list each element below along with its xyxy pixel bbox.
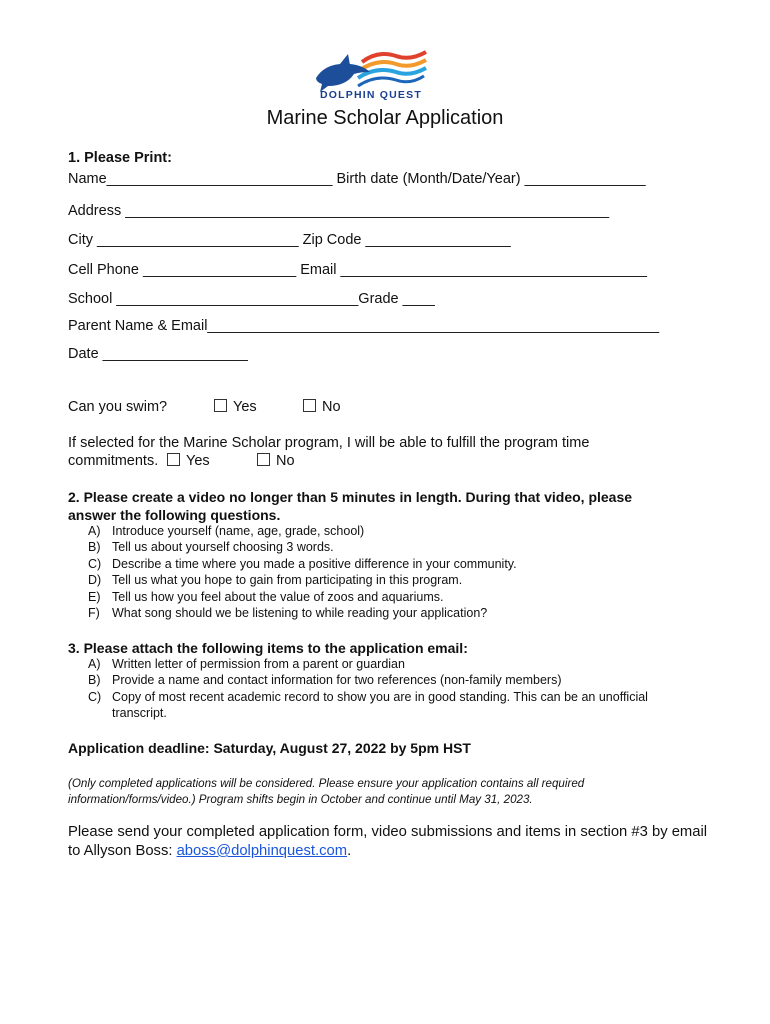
submission-instructions: Please send your completed application form, video submissions and items in section #3 by email to Allyson Boss: aboss@dolphinquest.com. [68, 824, 708, 859]
application-deadline: Application deadline: Saturday, August 27, 2022 by 5pm HST [68, 740, 471, 756]
list-item: B) Provide a name and contact information for two references (non-family members) [88, 673, 562, 688]
checkbox-icon[interactable] [214, 399, 227, 412]
list-item: A) Introduce yourself (name, age, grade, school) [88, 524, 365, 538]
page-title: Marine Scholar Application [266, 107, 504, 129]
list-item: B) Tell us about yourself choosing 3 words. [88, 540, 334, 555]
contact-email-link[interactable]: aboss@dolphinquest.com [176, 843, 348, 859]
address-field[interactable]: Address ____________________________________________________________ [68, 203, 610, 219]
checkbox-icon[interactable] [303, 399, 316, 412]
section3-heading: 3. Please attach the following items to the application email: [68, 640, 468, 656]
commitment-text-2: commitments. [68, 453, 159, 469]
commit-yes-option[interactable]: Yes [167, 453, 210, 469]
list-item: A) Written letter of permission from a parent or guardian [88, 657, 405, 671]
parent-name-email-field[interactable]: Parent Name & Email________________________________________________________ [68, 318, 660, 334]
logo-text: DOLPHIN QUEST [320, 89, 422, 101]
section1-heading: 1. Please Print: [68, 150, 172, 166]
section2-heading-2: answer the following questions. [68, 507, 281, 523]
section2-heading: 2. Please create a video no longer than 5 minutes in length. During that video, please [68, 489, 633, 505]
checkbox-icon[interactable] [257, 453, 270, 466]
attachments-list [78, 656, 672, 722]
video-questions-list [78, 523, 672, 621]
list-item: D) Tell us what you hope to gain from participating in this program. [88, 573, 463, 588]
list-item: E) Tell us how you feel about the value of zoos and aquariums. [88, 589, 444, 604]
swim-yes-option[interactable]: Yes [214, 399, 257, 415]
swim-label: Can you swim? [68, 399, 168, 415]
name-birthdate-field[interactable]: Name____________________________ Birth date (Month/Date/Year) _______________ [68, 171, 646, 187]
list-item: C) Describe a time where you made a positive difference in your community. [88, 556, 517, 571]
school-grade-field[interactable]: School ______________________________Grade ____ [68, 291, 435, 307]
checkbox-icon[interactable] [167, 453, 180, 466]
city-zip-field[interactable]: City _________________________ Zip Code __________________ [68, 232, 511, 248]
completion-note: (Only completed applications will be considered. Please ensure your application contains all required information/forms/video.) Program shifts begin in October and continue until May 31, 2023. [68, 777, 585, 806]
phone-email-field[interactable]: Cell Phone ___________________ Email ______________________________________ [68, 262, 647, 278]
date-field[interactable]: Date __________________ [68, 346, 248, 362]
list-item: C) Copy of most recent academic record to show you are in good standing. This can be an unofficial transcript. [88, 689, 648, 721]
swim-no-option[interactable]: No [303, 399, 341, 415]
commitment-text: If selected for the Marine Scholar program, I will be able to fulfill the program time [68, 435, 590, 451]
list-item: F) What song should we be listening to while reading your application? [88, 606, 488, 621]
commit-no-option[interactable]: No [257, 453, 295, 469]
